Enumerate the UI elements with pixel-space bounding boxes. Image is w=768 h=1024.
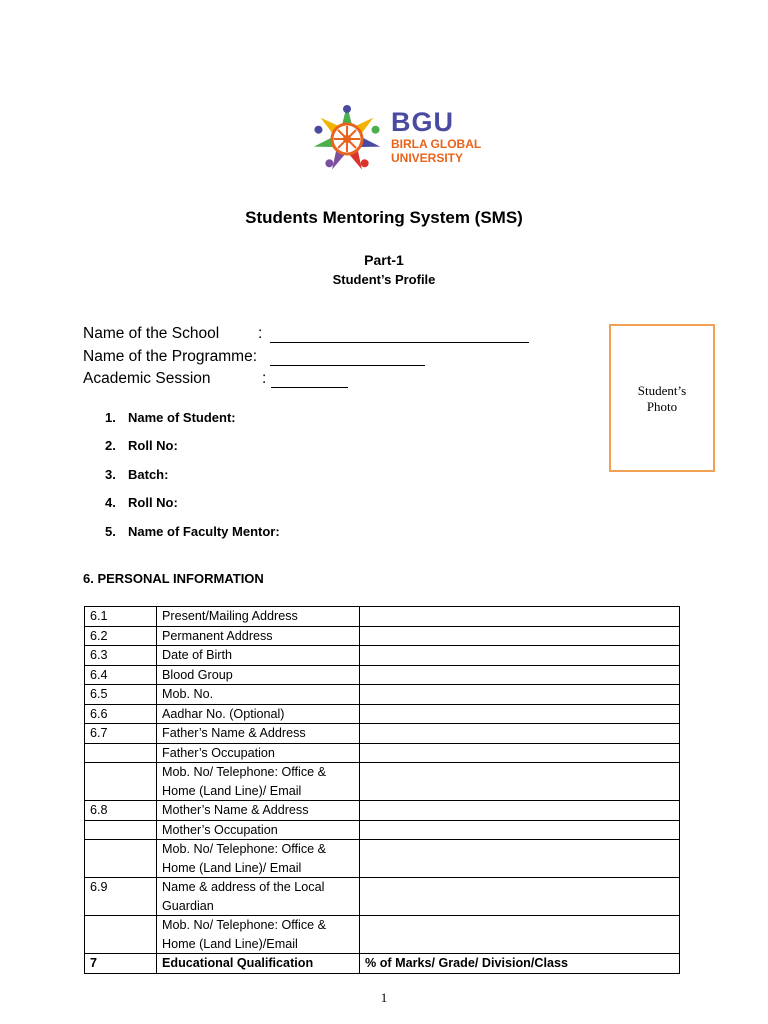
table-row — [85, 801, 680, 821]
table-row — [85, 878, 680, 916]
field-label: Mob. No. — [157, 685, 360, 705]
table-row — [85, 820, 680, 840]
field-label: Father’s Occupation — [157, 743, 360, 763]
academic-session-label: Academic Session — [83, 370, 211, 387]
student-name-label: Name of Student: — [128, 410, 236, 425]
row-number — [85, 916, 157, 954]
field-value-cell[interactable] — [360, 704, 680, 724]
university-logo — [311, 103, 491, 175]
marks-column-label: % of Marks/ Grade/ Division/Class — [360, 954, 680, 974]
row-number: 6.4 — [85, 665, 157, 685]
field-label: Present/Mailing Address — [157, 607, 360, 627]
photo-placeholder-text — [611, 383, 713, 415]
table-row — [85, 743, 680, 763]
logo-name-line2: UNIVERSITY — [391, 151, 464, 165]
field-value-cell[interactable] — [360, 646, 680, 666]
part-label: Part-1 — [364, 252, 404, 268]
table-row — [85, 646, 680, 666]
logo-name-line1: BIRLA GLOBAL — [391, 137, 482, 151]
row-number — [85, 840, 157, 878]
field-value-cell[interactable] — [360, 801, 680, 821]
row-number: 6.6 — [85, 704, 157, 724]
field-value-cell[interactable] — [360, 878, 680, 916]
field-value-cell[interactable] — [360, 607, 680, 627]
roll-no-label: Roll No: — [128, 438, 178, 453]
field-label: Date of Birth — [157, 646, 360, 666]
field-value-cell[interactable] — [360, 665, 680, 685]
table-row — [85, 685, 680, 705]
academic-session-field[interactable] — [271, 387, 348, 388]
field-number: 2. — [105, 438, 116, 453]
part-subtitle: Student’s Profile — [332, 272, 436, 287]
field-label: Permanent Address — [157, 626, 360, 646]
personal-info-table — [84, 606, 680, 974]
table-row — [85, 840, 680, 878]
row-number: 7 — [85, 954, 157, 974]
field-value-cell[interactable] — [360, 763, 680, 801]
field-label: Mother’s Name & Address — [157, 801, 360, 821]
row-number — [85, 763, 157, 801]
field-value-cell[interactable] — [360, 626, 680, 646]
row-number: 6.7 — [85, 724, 157, 744]
field-label: Educational Qualification — [157, 954, 360, 974]
field-number: 5. — [105, 524, 116, 539]
table-row — [85, 665, 680, 685]
roll-no-label-2: Roll No: — [128, 495, 178, 510]
photo-text-line2: Photo — [646, 399, 678, 414]
row-number: 6.2 — [85, 626, 157, 646]
table-row — [85, 916, 680, 954]
section-title: 6. PERSONAL INFORMATION — [83, 571, 264, 586]
field-value-cell[interactable] — [360, 840, 680, 878]
row-number: 6.3 — [85, 646, 157, 666]
programme-name-field[interactable] — [270, 365, 425, 366]
table-row — [85, 704, 680, 724]
school-name-label: Name of the School — [83, 325, 220, 342]
batch-label: Batch: — [128, 467, 169, 482]
field-value-cell[interactable] — [360, 685, 680, 705]
field-label: Mob. No/ Telephone: Office & Home (Land Line)/Email — [157, 916, 360, 954]
field-value-cell[interactable] — [360, 724, 680, 744]
page-number: 1 — [380, 990, 388, 1005]
field-label: Mother’s Occupation — [157, 820, 360, 840]
table-row — [85, 763, 680, 801]
field-value-cell[interactable] — [360, 916, 680, 954]
student-photo-box[interactable] — [609, 324, 715, 472]
field-number: 4. — [105, 495, 116, 510]
faculty-mentor-label: Name of Faculty Mentor: — [128, 524, 280, 539]
programme-name-label: Name of the Programme: — [83, 348, 258, 365]
row-number: 6.1 — [85, 607, 157, 627]
field-label: Father’s Name & Address — [157, 724, 360, 744]
field-value-cell[interactable] — [360, 820, 680, 840]
field-label: Mob. No/ Telephone: Office & Home (Land Line)/ Email — [157, 840, 360, 878]
field-number: 3. — [105, 467, 116, 482]
row-number — [85, 743, 157, 763]
academic-session-colon: : — [262, 370, 267, 387]
field-label: Name & address of the Local Guardian — [157, 878, 360, 916]
row-number: 6.9 — [85, 878, 157, 916]
table-row — [85, 607, 680, 627]
logo-abbreviation: BGU — [391, 107, 454, 137]
school-name-field[interactable] — [270, 342, 529, 343]
photo-text-line1: Student’s — [637, 383, 687, 398]
field-number: 1. — [105, 410, 116, 425]
field-label: Blood Group — [157, 665, 360, 685]
table-row — [85, 626, 680, 646]
table-row — [85, 724, 680, 744]
document-title: Students Mentoring System (SMS) — [245, 208, 523, 227]
field-label: Mob. No/ Telephone: Office & Home (Land Line)/ Email — [157, 763, 360, 801]
school-name-colon: : — [258, 325, 263, 342]
row-number — [85, 820, 157, 840]
field-label: Aadhar No. (Optional) — [157, 704, 360, 724]
row-number: 6.8 — [85, 801, 157, 821]
field-value-cell[interactable] — [360, 743, 680, 763]
star-wheel-logo-icon — [311, 103, 383, 175]
row-number: 6.5 — [85, 685, 157, 705]
table-row — [85, 954, 680, 974]
